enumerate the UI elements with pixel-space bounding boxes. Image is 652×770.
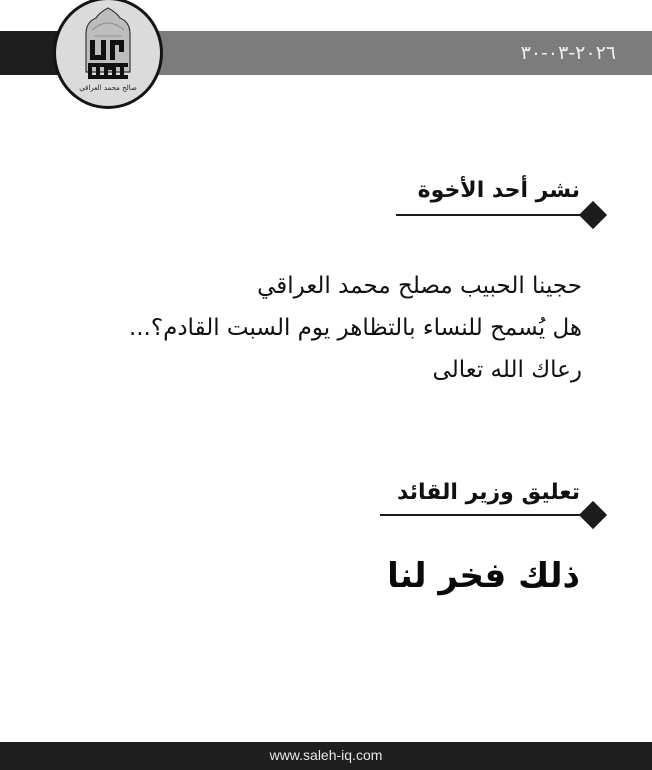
logo-caption: صالح محمد العراقي (79, 84, 137, 92)
comment-text: ذلك فخر لنا (387, 556, 580, 596)
post-line: رعاك الله تعالى (432, 357, 582, 383)
post-section-title: نشر أحد الأخوة (417, 178, 580, 203)
post-title-underline (396, 214, 584, 216)
diamond-bullet-icon (579, 201, 607, 229)
footer-url[interactable]: www.saleh-iq.com (0, 742, 652, 770)
post-line: حجينا الحبيب مصلح محمد العراقي (257, 273, 582, 299)
post-body (42, 265, 582, 391)
header-date: ٢٠٢٦-٠٣-٣٠ (520, 42, 616, 64)
comment-section-title: تعليق وزير القائد (397, 480, 580, 505)
post-line: هل يُسمح للنساء بالتظاهر يوم السبت القادم؟... (128, 315, 582, 341)
comment-title-underline (380, 514, 584, 516)
logo-badge (53, 0, 163, 109)
diamond-bullet-icon (579, 501, 607, 529)
